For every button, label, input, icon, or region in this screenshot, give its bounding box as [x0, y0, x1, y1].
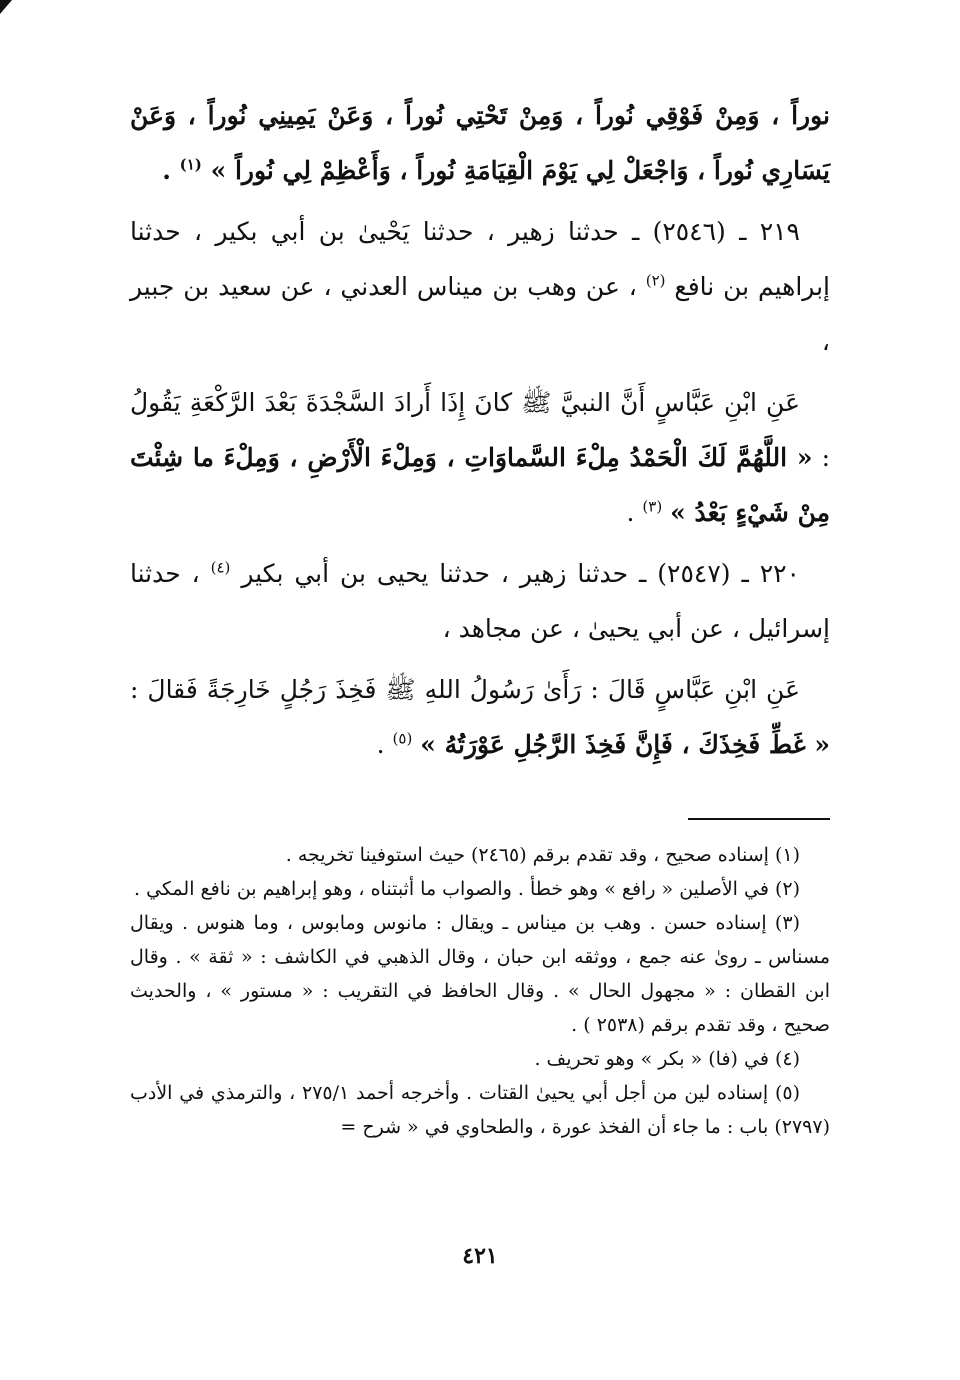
matn-219-intro: عَنِ ابْنِ عَبَّاسٍ أَنَّ النبيَّ ﷺ كانَ إِذَا أَرادَ السَّجْدَةَ بَعْدَ الرَّكْعَةِ يَقُولُ : [130, 388, 830, 472]
footnote-ref-2: (٢) [645, 271, 666, 290]
footnote-1: (١) إسناده صحيح ، وقد تقدم برقم (٢٤٦٥) حيث استوفينا تخريجه . [285, 844, 800, 866]
footnote-5: (٥) إسناده لين من أجل أبي يحيىٰ القتات . وأخرجه أحمد ٢٧٥/١ ، والترمذي في الأدب (٢٧٩٧) باب : ما جاء أن الفخذ عورة ، والطحاوي في « شرح = [130, 1082, 830, 1138]
period: . [376, 730, 385, 759]
hadith-219-matn [130, 375, 830, 540]
matn-219-quote: « اللَّهُمَّ لَكَ الْحَمْدُ مِلْءَ السَّماوَاتِ ، وَمِلْءَ الْأَرْضِ ، وَمِلْءَ ما شِئْتَ مِنْ شَيْءٍ بَعْدُ » [130, 443, 830, 527]
footnote-4: (٤) في (فا) « بكر » وهو تحريف . [534, 1048, 800, 1070]
prayer-line-1: نوراً ، وَمِنْ فَوْقِي نُوراً ، وَمِنْ تَحْتِي نُوراً ، وَعَنْ يَمِينِي نُوراً ، وَعَنْ [130, 101, 830, 130]
footnote-2: (٢) في الأصلين « رافع » وهو خطأ . والصواب ما أثبتناه ، وهو إبراهيم بن نافع المكي . [134, 878, 800, 900]
prayer-line-2: يَسَارِي نُوراً ، وَاجْعَلْ لِي يَوْمَ الْقِيَامَةِ نُوراً ، وَأَعْظِمْ لِي نُوراً » [210, 156, 830, 185]
page-number: ٤٢١ [462, 1243, 498, 1269]
matn-220-intro: عَنِ ابْنِ عَبَّاسٍ قَالَ : رَأَىٰ رَسُولُ اللهِ ﷺ فَخِذَ رَجُلٍ خَارِجَةً فَقالَ : [130, 675, 800, 704]
isnad-219-part-a: ٢١٩ ـ (٢٥٤٦) ـ حدثنا زهير ، حدثنا يَحْيىٰ بن أبي بكير ، حدثنا إبراهيم بن نافع [130, 217, 830, 301]
footnote-ref-5: (٥) [392, 729, 413, 748]
isnad-220-part-b: ، حدثنا إسرائيل ، عن أبي يحيىٰ ، عن مجاهد ، [130, 559, 830, 643]
corner-mark [0, 0, 12, 14]
footnote-ref-1: (١) [179, 155, 202, 174]
hadith-220-isnad [130, 546, 830, 656]
isnad-219-part-b: ، عن وهب بن ميناس العدني ، عن سعيد بن جبير ، [130, 272, 830, 356]
period: . [626, 498, 635, 527]
prayer-continuation [130, 88, 830, 198]
main-text [130, 88, 830, 772]
footnote-ref-3: (٣) [642, 497, 663, 516]
matn-220-quote: « غَطِّ فَخِذَكَ ، فَإِنَّ فَخِذَ الرَّجُلِ عَوْرَتُهُ » [420, 730, 830, 759]
footnote-divider [688, 818, 830, 820]
period: . [162, 156, 171, 185]
isnad-220-part-a: ٢٢٠ ـ (٢٥٤٧) ـ حدثنا زهير ، حدثنا يحيى بن أبي بكير [241, 559, 800, 588]
footnotes [130, 838, 830, 1144]
hadith-219-isnad [130, 204, 830, 369]
footnote-3: (٣) إسناده حسن . وهب بن ميناس ـ ويقال : مانوس ومابوس ، وما هنوس . ويقال مسناس ـ روىٰ عنه جمع ، ووثقه ابن حبان ، وقال الذهبي في الكاشف : « ثقة » . وقال ابن القطان : « مجهول الحال » . وقال الحافظ في التقريب : « مستور » ، والحديث صحيح ، وقد تقدم برقم (٢٥٣٨ ) . [130, 912, 830, 1036]
footnote-ref-4: (٤) [210, 558, 231, 577]
hadith-220-matn [130, 662, 830, 772]
